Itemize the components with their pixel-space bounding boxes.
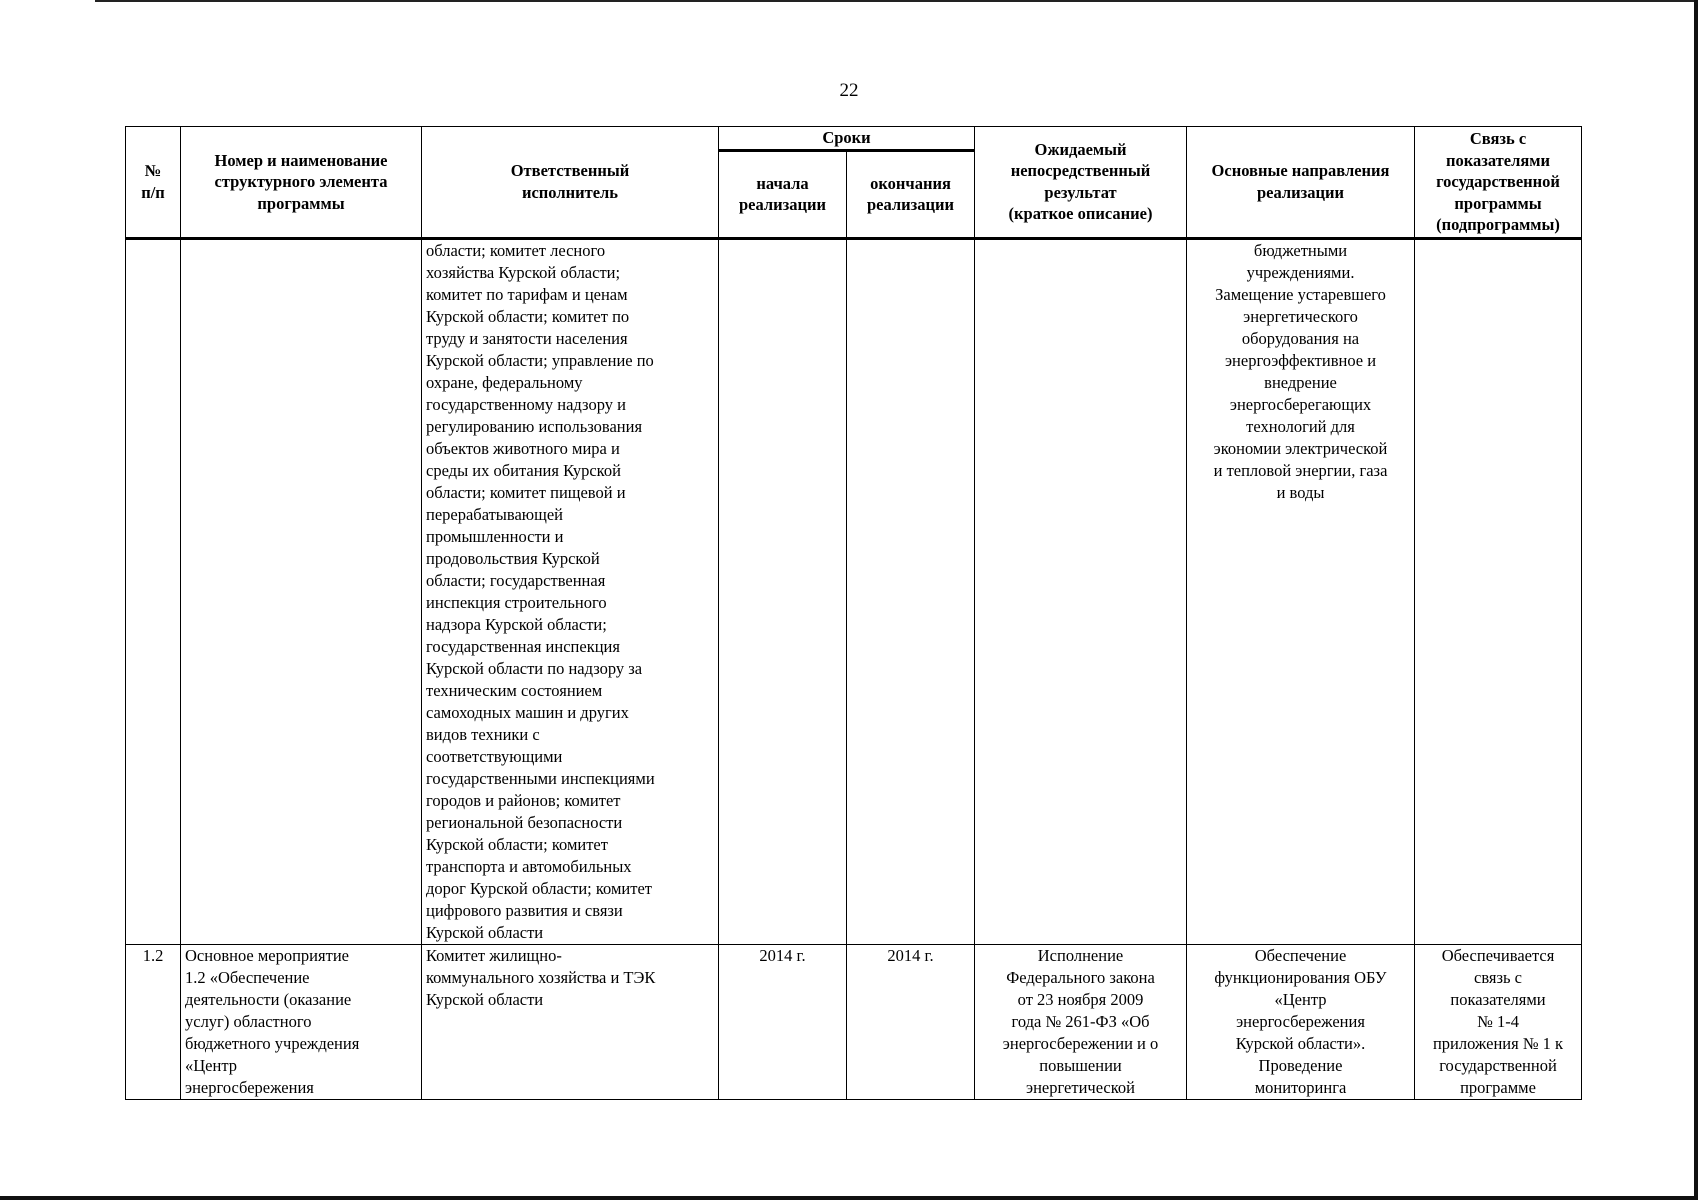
header-main-directions: Основные направления реализации xyxy=(1187,127,1415,239)
cell-start xyxy=(719,238,847,944)
scan-right-edge xyxy=(1694,0,1698,1200)
scan-bottom-edge xyxy=(0,1196,1698,1200)
table-row xyxy=(126,944,1582,1099)
cell-indicators-link xyxy=(1415,238,1582,944)
header-structural-element: Номер и наименование структурного элемента программы xyxy=(181,127,422,239)
cell-structural-element: Основное мероприятие 1.2 «Обеспечение деятельности (оказание услуг) областного бюджетного учреждения «Центр энергосбережения xyxy=(181,944,422,1099)
table-row xyxy=(126,238,1582,944)
cell-expected-result xyxy=(975,238,1187,944)
program-activities-table xyxy=(125,126,1582,1100)
table-header xyxy=(126,127,1582,239)
cell-start: 2014 г. xyxy=(719,944,847,1099)
cell-num: 1.2 xyxy=(126,944,181,1099)
header-executor: Ответственный исполнитель xyxy=(422,127,719,239)
cell-executor: области; комитет лесного хозяйства Курской области; комитет по тарифам и ценам Курской области; комитет по труду и занятости населения Курской области; управление по охране, федеральному государственному надзору и регулированию использования объектов животного мира и среды их обитания Курской области; комитет пищевой и перерабатывающей промышленности и продовольствия Курской области; государственная инспекция строительного надзора Курской области; государственная инспекция Курской области по надзору за техническим состоянием самоходных машин и других видов техники с соответствующими государственными инспекциями городов и районов; комитет региональной безопасности Курской области; комитет транспорта и автомобильных дорог Курской области; комитет цифрового развития и связи Курской области xyxy=(422,238,719,944)
header-indicators-link: Связь с показателями государственной программы (подпрограммы) xyxy=(1415,127,1582,239)
header-expected-result: Ожидаемый непосредственный результат (краткое описание) xyxy=(975,127,1187,239)
table-body xyxy=(126,238,1582,1099)
cell-executor: Комитет жилищно- коммунального хозяйства и ТЭК Курской области xyxy=(422,944,719,1099)
header-end: окончания реализации xyxy=(847,150,975,238)
header-num: № п/п xyxy=(126,127,181,239)
cell-indicators-link: Обеспечивается связь с показателями № 1-4 приложения № 1 к государственной программе xyxy=(1415,944,1582,1099)
cell-main-directions: Обеспечение функционирования ОБУ «Центр энергосбережения Курской области». Проведение мониторинга xyxy=(1187,944,1415,1099)
cell-expected-result: Исполнение Федерального закона от 23 ноября 2009 года № 261-ФЗ «Об энергосбережении и о повышении энергетической xyxy=(975,944,1187,1099)
header-deadlines: Сроки xyxy=(719,127,975,151)
scan-top-edge xyxy=(95,0,1698,2)
cell-end: 2014 г. xyxy=(847,944,975,1099)
cell-num xyxy=(126,238,181,944)
cell-main-directions: бюджетными учреждениями. Замещение устаревшего энергетического оборудования на энергоэффективное и внедрение энергосберегающих технологий для экономии электрической и тепловой энергии, газа и воды xyxy=(1187,238,1415,944)
cell-structural-element xyxy=(181,238,422,944)
header-start: начала реализации xyxy=(719,150,847,238)
cell-end xyxy=(847,238,975,944)
page-number: 22 xyxy=(839,80,859,101)
